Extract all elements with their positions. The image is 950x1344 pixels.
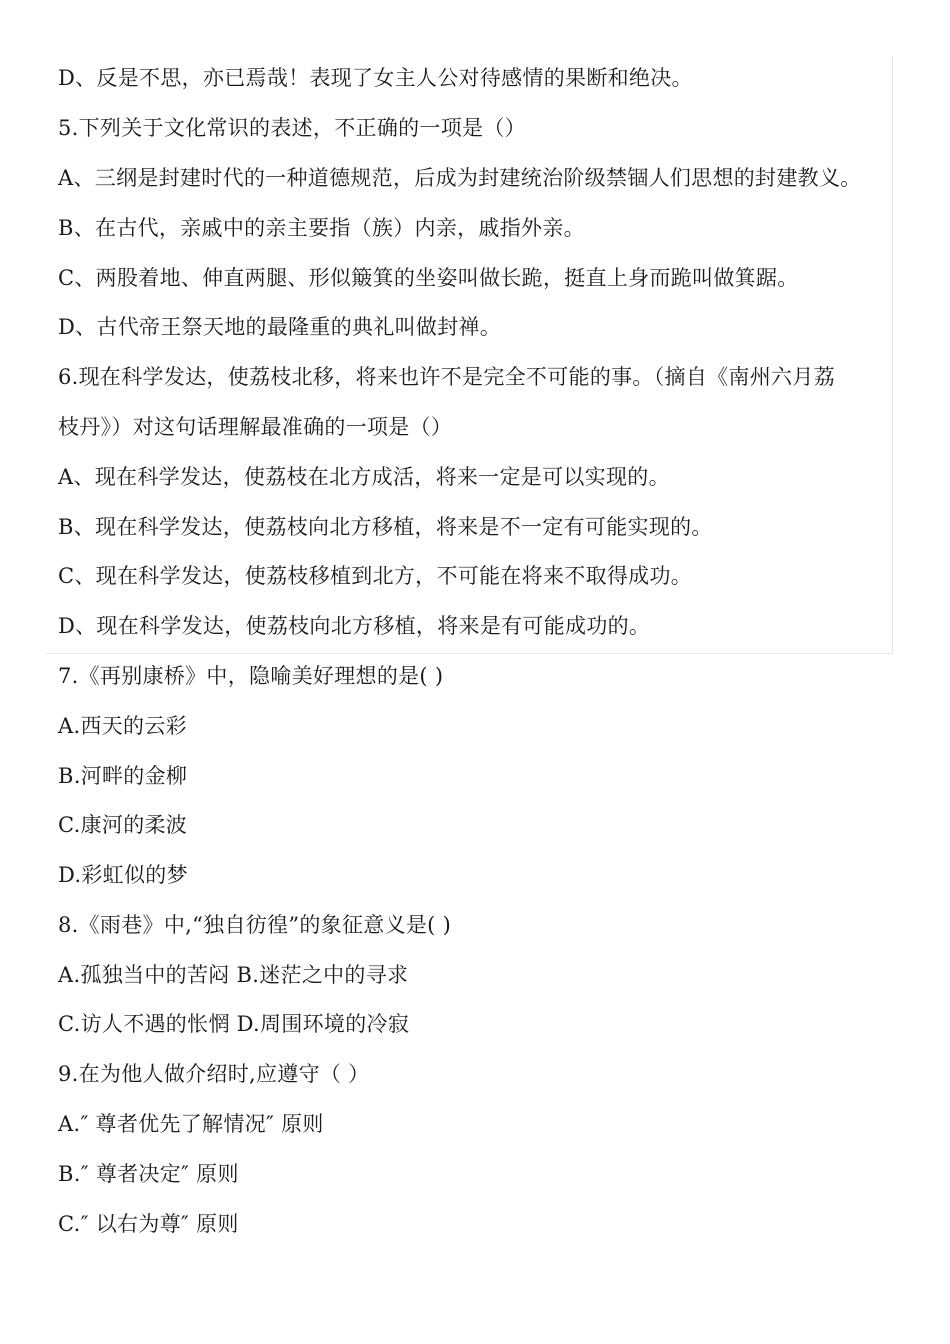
text-line-18: 8.《雨巷》中,“独自彷徨”的象征意义是( ): [58, 913, 452, 937]
text-line-8: 枝丹》）对这句话理解最准确的一项是（）: [58, 415, 453, 439]
text-line-19: A.孤独当中的苦闷 B.迷茫之中的寻求: [58, 963, 409, 987]
text-line-4: B、在古代，亲戚中的亲主要指（族）内亲，戚指外亲。: [58, 216, 585, 240]
text-line-20: C.访人不遇的怅惘 D.周围环境的冷寂: [58, 1012, 410, 1036]
text-line-22: A.″ 尊者优先了解情况″ 原则: [58, 1112, 324, 1136]
text-line-14: A.西天的云彩: [58, 714, 187, 738]
text-line-10: B、现在科学发达，使荔枝向北方移植，将来是不一定有可能实现的。: [58, 515, 713, 539]
text-line-21: 9.在为他人做介绍时,应遵守（ ）: [58, 1062, 370, 1086]
text-line-23: B.″ 尊者决定″ 原则: [58, 1162, 239, 1186]
text-line-17: D.彩虹似的梦: [58, 863, 188, 887]
text-line-9: A、现在科学发达，使荔枝在北方成活，将来一定是可以实现的。: [58, 465, 670, 489]
text-line-3: A、三纲是封建时代的一种道德规范，后成为封建统治阶级禁锢人们思想的封建教义。: [58, 166, 862, 190]
text-line-12: D、现在科学发达，使荔枝向北方移植，将来是有可能成功的。: [58, 614, 651, 638]
text-line-24: C.″ 以右为尊″ 原则: [58, 1212, 239, 1236]
text-line-7: 6.现在科学发达，使荔枝北移，将来也许不是完全不可能的事。（摘自《南州六月荔: [58, 365, 835, 389]
text-line-13: 7.《再别康桥》中，隐喻美好理想的是( ): [58, 664, 444, 688]
text-line-5: C、两股着地、伸直两腿、形似簸箕的坐姿叫做长跪，挺直上身而跪叫做箕踞。: [58, 266, 799, 290]
text-line-15: B.河畔的金柳: [58, 764, 188, 788]
text-line-11: C、现在科学发达，使荔枝移植到北方，不可能在将来不取得成功。: [58, 564, 693, 588]
text-line-1: D、反是不思，亦已焉哉！表现了女主人公对待感情的果断和绝决。: [58, 66, 693, 90]
text-line-2: 5.下列关于文化常识的表述，不正确的一项是（）: [58, 116, 526, 140]
text-line-6: D、古代帝王祭天地的最隆重的典礼叫做封禅。: [58, 315, 502, 339]
text-line-16: C.康河的柔波: [58, 813, 188, 837]
